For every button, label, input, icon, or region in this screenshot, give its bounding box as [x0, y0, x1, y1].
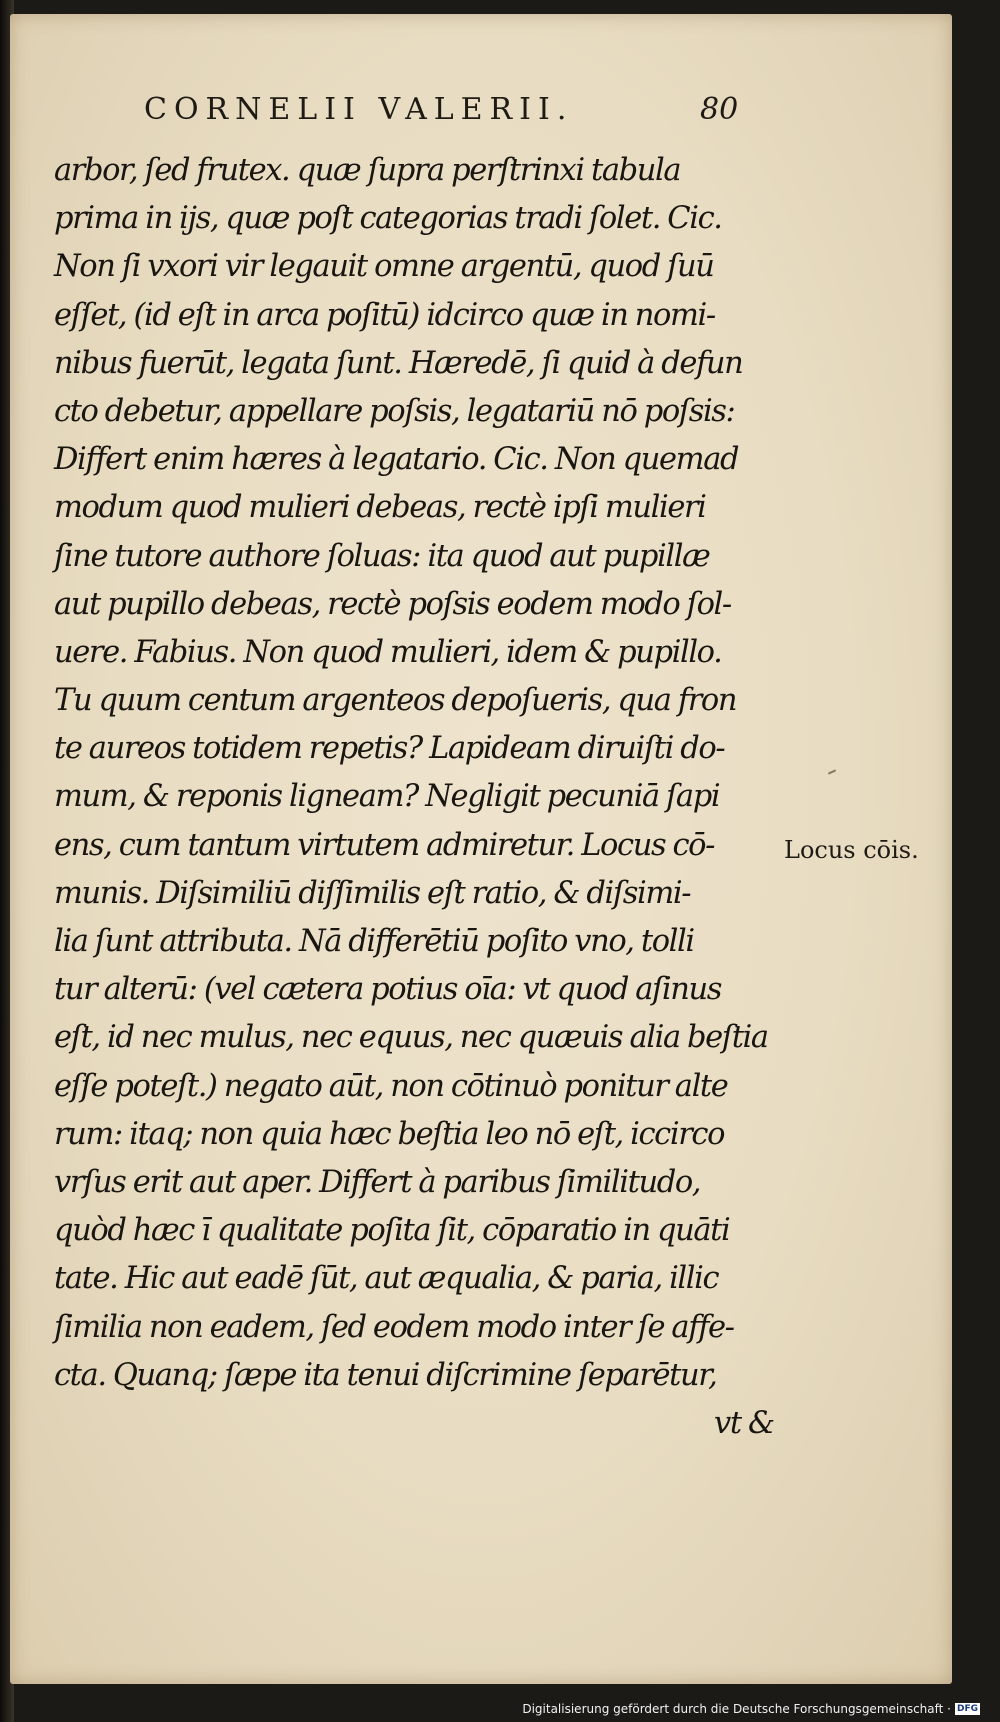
text-line: eſſe poteſt.) negato aūt, non cōtinuò ponitur alte [54, 1068, 728, 1104]
credit-text: Digitalisierung gefördert durch die Deutsche Forschungsgemeinschaft · [522, 1702, 951, 1716]
text-line: aut pupillo debeas, rectè poſsis eodem modo ſol- [54, 586, 731, 622]
text-line: te aureos totidem repetis? Lapideam diruiſti do- [54, 731, 725, 767]
text-line: rum: itaq; non quia hæc beſtia leo nō eſt, iccirco [54, 1116, 725, 1152]
running-head-title: CORNELII VALERII. [144, 92, 574, 127]
catchword: vt & [714, 1405, 774, 1441]
text-line: ens, cum tantum virtutem admiretur. Locus cō- [54, 827, 715, 863]
text-line: Non ſi vxori vir legauit omne argentū, quod ſuū [54, 249, 714, 285]
text-line: ſine tutore authore ſoluas: ita quod aut pupillæ [54, 538, 710, 574]
text-line: tate. Hic aut eadē ſūt, aut æqualia, & paria, illic [54, 1261, 719, 1297]
ink-mark [828, 769, 836, 774]
main-text-block [54, 147, 774, 1448]
text-line: nibus fuerūt, legata ſunt. Hæredē, ſi quid à defun [54, 345, 743, 381]
text-line: tur alterū: (vel cætera potius oīa: vt quod aſinus [54, 972, 722, 1008]
text-line: modum quod mulieri debeas, rectè ipſi mulieri [54, 490, 706, 526]
text-line: cta. Quanq; ſæpe ita tenui diſcrimine ſeparētur, [54, 1357, 717, 1393]
page-number: 80 [700, 92, 739, 127]
text-line: munis. Diſsimiliū diſſimilis eſt ratio, & diſsimi- [54, 875, 691, 911]
book-page [10, 14, 952, 1684]
text-line: ſimilia non eadem, ſed eodem modo inter ſe affe- [54, 1309, 734, 1345]
text-line: prima in ijs, quæ poſt categorias tradi ſolet. Cic. [54, 201, 722, 237]
text-line: Differt enim hæres à legatario. Cic. Non quemad [54, 442, 739, 478]
text-line: vrſus erit aut aper. Differt à paribus ſimilitudo, [54, 1164, 701, 1200]
digitization-credit [522, 1702, 980, 1716]
text-line: cto debetur, appellare poſsis, legatariū nō poſsis: [54, 393, 735, 429]
text-line: uere. Fabius. Non quod mulieri, idem & pupillo. [54, 634, 722, 670]
text-line: mum, & reponis ligneam? Negligit pecuniā ſapi [54, 779, 720, 815]
text-line: arbor, ſed frutex. quæ ſupra perſtrinxi tabula [54, 153, 681, 188]
marginal-note: Locus cōis. [784, 836, 919, 864]
text-line: eſſet, (id eſt in arca poſitū) idcirco quæ in nomi- [54, 297, 715, 333]
text-line: lia ſunt attributa. Nā differētiū poſito vno, tolli [54, 924, 694, 959]
dfg-logo-icon: DFG [956, 1704, 978, 1714]
text-line: quòd hæc ī qualitate poſita ſit, cōparatio in quāti [54, 1213, 730, 1249]
text-line: eſt, id nec mulus, nec equus, nec quæuis alia beſtia [54, 1020, 768, 1056]
text-line: Tu quum centum argenteos depoſueris, qua fron [54, 683, 737, 719]
